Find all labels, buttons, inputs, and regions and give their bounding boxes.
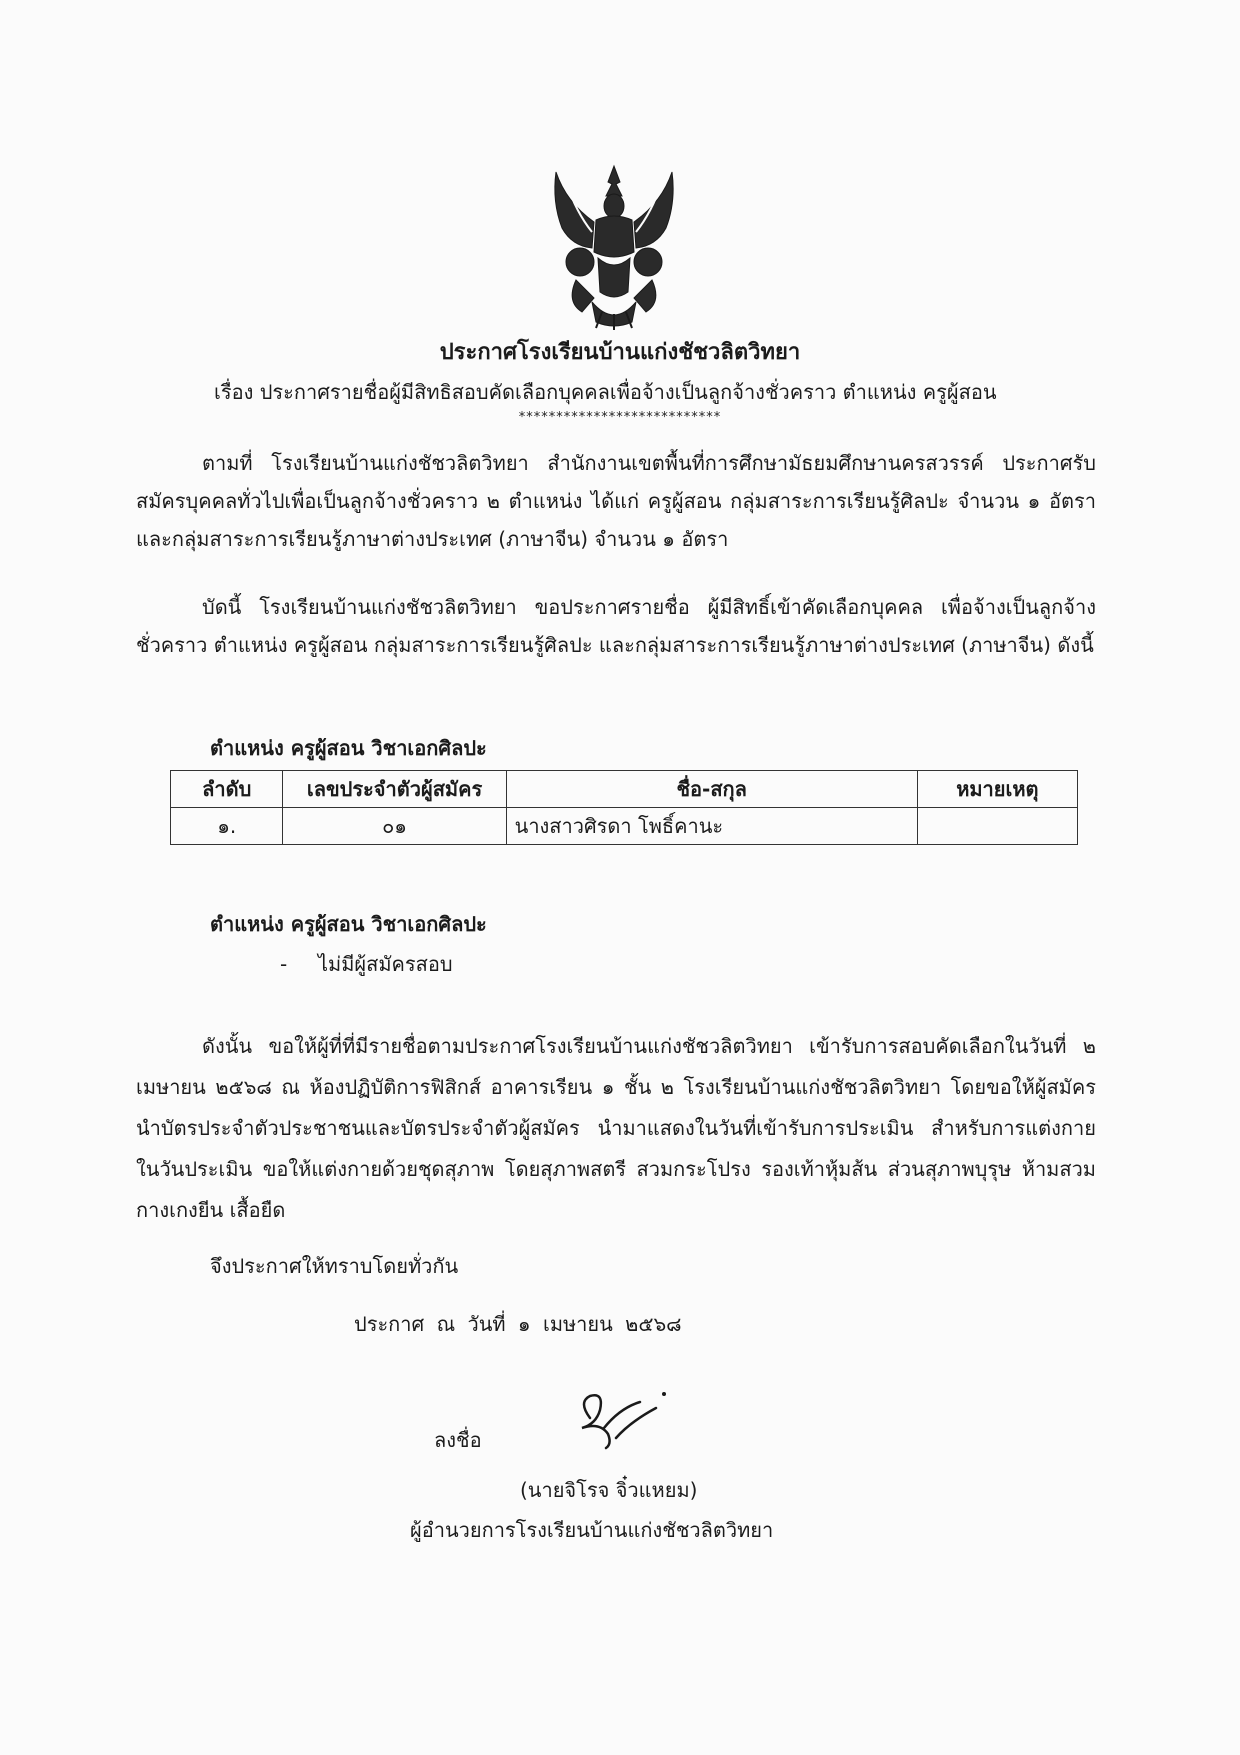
- announcement-paragraph-text: บัดนี้ โรงเรียนบ้านแก่งชัชวลิตวิทยา ขอประกาศรายชื่อ ผู้มีสิทธิ์เข้าคัดเลือกบุคคล เพื่อจ้างเป็นลูกจ้างชั่วคราว ตำแหน่ง ครูผู้สอน กลุ่มสาระการเรียนรู้ศิลปะ และกลุ่มสาระการเรียนรู้ภาษาต่างประเทศ (ภาษาจีน) ดังนี้: [136, 595, 1096, 657]
- header-full-name: ชื่อ-สกุล: [506, 771, 917, 808]
- document-subject: เรื่อง ประกาศรายชื่อผู้มีสิทธิสอบคัดเลือกบุคคลเพื่อจ้างเป็นลูกจ้างชั่วคราว ตำแหน่ง ครูผู้สอน: [214, 380, 997, 404]
- no-applicants-text: ไม่มีผู้สมัครสอบ: [318, 952, 453, 976]
- section-heading-art-second: ตำแหน่ง ครูผู้สอน วิชาเอกศิลปะ: [210, 912, 487, 936]
- signer-title: ผู้อำนวยการโรงเรียนบ้านแก่งชัชวลิตวิทยา: [410, 1518, 774, 1542]
- list-dash: -: [280, 952, 288, 976]
- no-applicants-line: [280, 948, 453, 980]
- announcement-date: ประกาศ ณ วันที่ ๑ เมษายน ๒๕๖๘: [354, 1312, 682, 1336]
- cell-full-name: นางสาวศิรดา โพธิ์คานะ: [506, 808, 917, 845]
- header-order: ลำดับ: [171, 771, 283, 808]
- signature-label: ลงชื่อ: [434, 1428, 482, 1452]
- signer-name: (นายจิโรจ จิ๋วแหยม): [520, 1478, 698, 1502]
- section-heading-art: ตำแหน่ง ครูผู้สอน วิชาเอกศิลปะ: [210, 736, 487, 760]
- handwritten-signature-icon: [560, 1388, 680, 1458]
- exam-details-text: ดังนั้น ขอให้ผู้ที่ที่มีรายชื่อตามประกาศโรงเรียนบ้านแก่งชัชวลิตวิทยา เข้ารับการสอบคัดเลือกในวันที่ ๒ เมษายน ๒๕๖๘ ณ ห้องปฏิบัติการฟิสิกส์ อาคารเรียน ๑ ชั้น ๒ โรงเรียนบ้านแก่งชัชวลิตวิทยา โดยขอให้ผู้สมัคร นำบัตรประจำตัวประชาชนและบัตรประจำตัวผู้สมัคร นำมาแสดงในวันที่เข้ารับการประเมิน สำหรับการแต่งกาย ในวันประเมิน ขอให้แต่งกายด้วยชุดสุภาพ โดยสุภาพสตรี สวมกระโปรง รองเท้าหุ้มส้น ส่วนสุภาพบุรุษ ห้ามสวม กางเกงยีน เสื้อยืด: [136, 1034, 1096, 1222]
- intro-paragraph-text: ตามที่ โรงเรียนบ้านแก่งชัชวลิตวิทยา สำนักงานเขตพื้นที่การศึกษามัธยมศึกษานครสวรรค์ ประกาศรับสมัครบุคคลทั่วไปเพื่อเป็นลูกจ้างชั่วคราว ๒ ตำแหน่ง ได้แก่ ครูผู้สอน กลุ่มสาระการเรียนรู้ศิลปะ จำนวน ๑ อัตรา และกลุ่มสาระการเรียนรู้ภาษาต่างประเทศ (ภาษาจีน) จำนวน ๑ อัตรา: [136, 451, 1096, 551]
- separator-line: ***************************: [518, 410, 722, 425]
- exam-details-paragraph: [136, 1026, 1096, 1231]
- table-row: [171, 808, 1078, 845]
- document-title: ประกาศโรงเรียนบ้านแก่งชัชวลิตวิทยา: [439, 340, 801, 365]
- intro-paragraph: [136, 444, 1096, 558]
- garuda-emblem-icon: [536, 162, 692, 330]
- header-remark: หมายเหตุ: [917, 771, 1077, 808]
- cell-remark: [917, 808, 1077, 845]
- cell-order: ๑.: [171, 808, 283, 845]
- table-header-row: [171, 771, 1078, 808]
- cell-applicant-id: ๐๑: [283, 808, 506, 845]
- announcement-paragraph: [136, 588, 1096, 664]
- closing-statement: จึงประกาศให้ทราบโดยทั่วกัน: [210, 1254, 459, 1278]
- header-applicant-id: เลขประจำตัวผู้สมัคร: [283, 771, 506, 808]
- applicants-table: [170, 770, 1078, 845]
